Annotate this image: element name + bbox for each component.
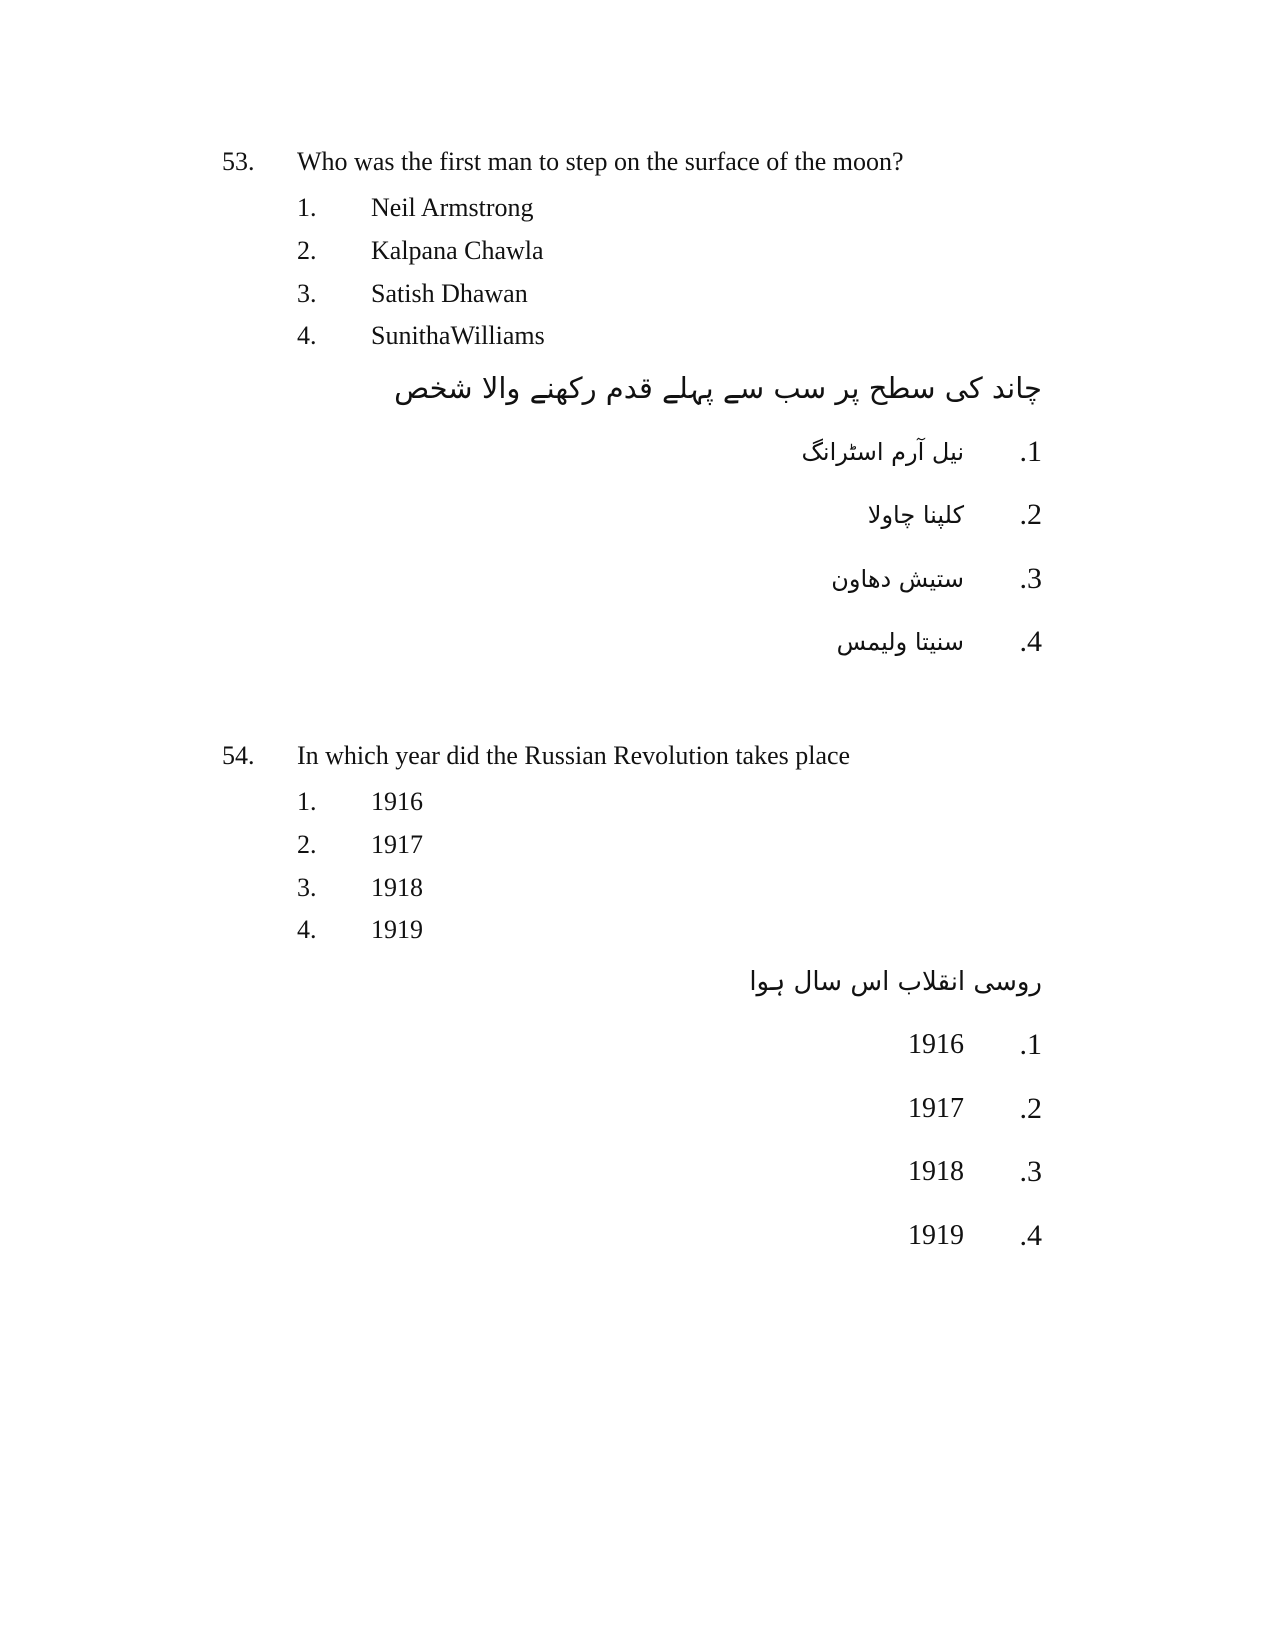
urdu-option: [908, 1025, 1042, 1065]
option-text: 1916: [371, 787, 423, 816]
option-number: 3.: [297, 873, 317, 902]
option-number: 2.: [297, 830, 317, 859]
urdu-option-text: 1919: [908, 1220, 964, 1251]
urdu-option: [837, 622, 1042, 662]
question-text: Who was the first man to step on the surface of the moon?: [297, 147, 904, 176]
urdu-option-text: کلپنا چاولا: [867, 501, 964, 529]
urdu-option: [908, 1089, 1042, 1129]
option-text: 1919: [371, 915, 423, 944]
urdu-option-number: .3: [1019, 562, 1042, 595]
urdu-option: [868, 495, 1042, 535]
urdu-option-text: 1917: [908, 1093, 964, 1124]
question-text: In which year did the Russian Revolution takes place: [297, 741, 851, 770]
urdu-option-text: 1918: [908, 1156, 964, 1187]
option-number: 4.: [297, 321, 317, 350]
option-number: 1.: [297, 787, 317, 816]
urdu-option-text: نیل آرم اسٹرانگ: [801, 438, 964, 466]
option-text: Satish Dhawan: [371, 279, 528, 308]
urdu-option-text: سنیتا ولیمس: [836, 628, 964, 656]
urdu-option: [801, 432, 1042, 472]
urdu-option-number: .1: [1019, 1028, 1042, 1061]
option-number: 1.: [297, 193, 317, 222]
option-text: Neil Armstrong: [371, 193, 534, 222]
option-number: 4.: [297, 915, 317, 944]
option-number: 2.: [297, 236, 317, 265]
option-text: Kalpana Chawla: [371, 236, 544, 265]
option-text: SunithaWilliams: [371, 321, 545, 350]
urdu-option: [908, 1152, 1042, 1192]
option-text: 1917: [371, 830, 423, 859]
urdu-option-number: .3: [1019, 1155, 1042, 1188]
option-number: 3.: [297, 279, 317, 308]
option-text: 1918: [371, 873, 423, 902]
urdu-option-number: .4: [1019, 1219, 1042, 1252]
urdu-option-text: 1916: [908, 1029, 964, 1060]
urdu-option-number: .2: [1019, 498, 1042, 531]
question-number: 54.: [222, 741, 255, 770]
urdu-option-number: .2: [1019, 1092, 1042, 1125]
urdu-option: [908, 1216, 1042, 1256]
question-number: 53.: [222, 147, 255, 176]
urdu-option-number: .1: [1019, 435, 1042, 468]
urdu-option-text: ستیش دھاون: [831, 565, 964, 593]
urdu-question-text: روسی انقلاب اس سال ہوا: [749, 967, 1042, 997]
urdu-option: [831, 559, 1042, 599]
urdu-option-number: .4: [1019, 625, 1042, 658]
urdu-question-text: چاند کی سطح پر سب سے پہلے قدم رکھنے والا شخص: [394, 371, 1042, 405]
